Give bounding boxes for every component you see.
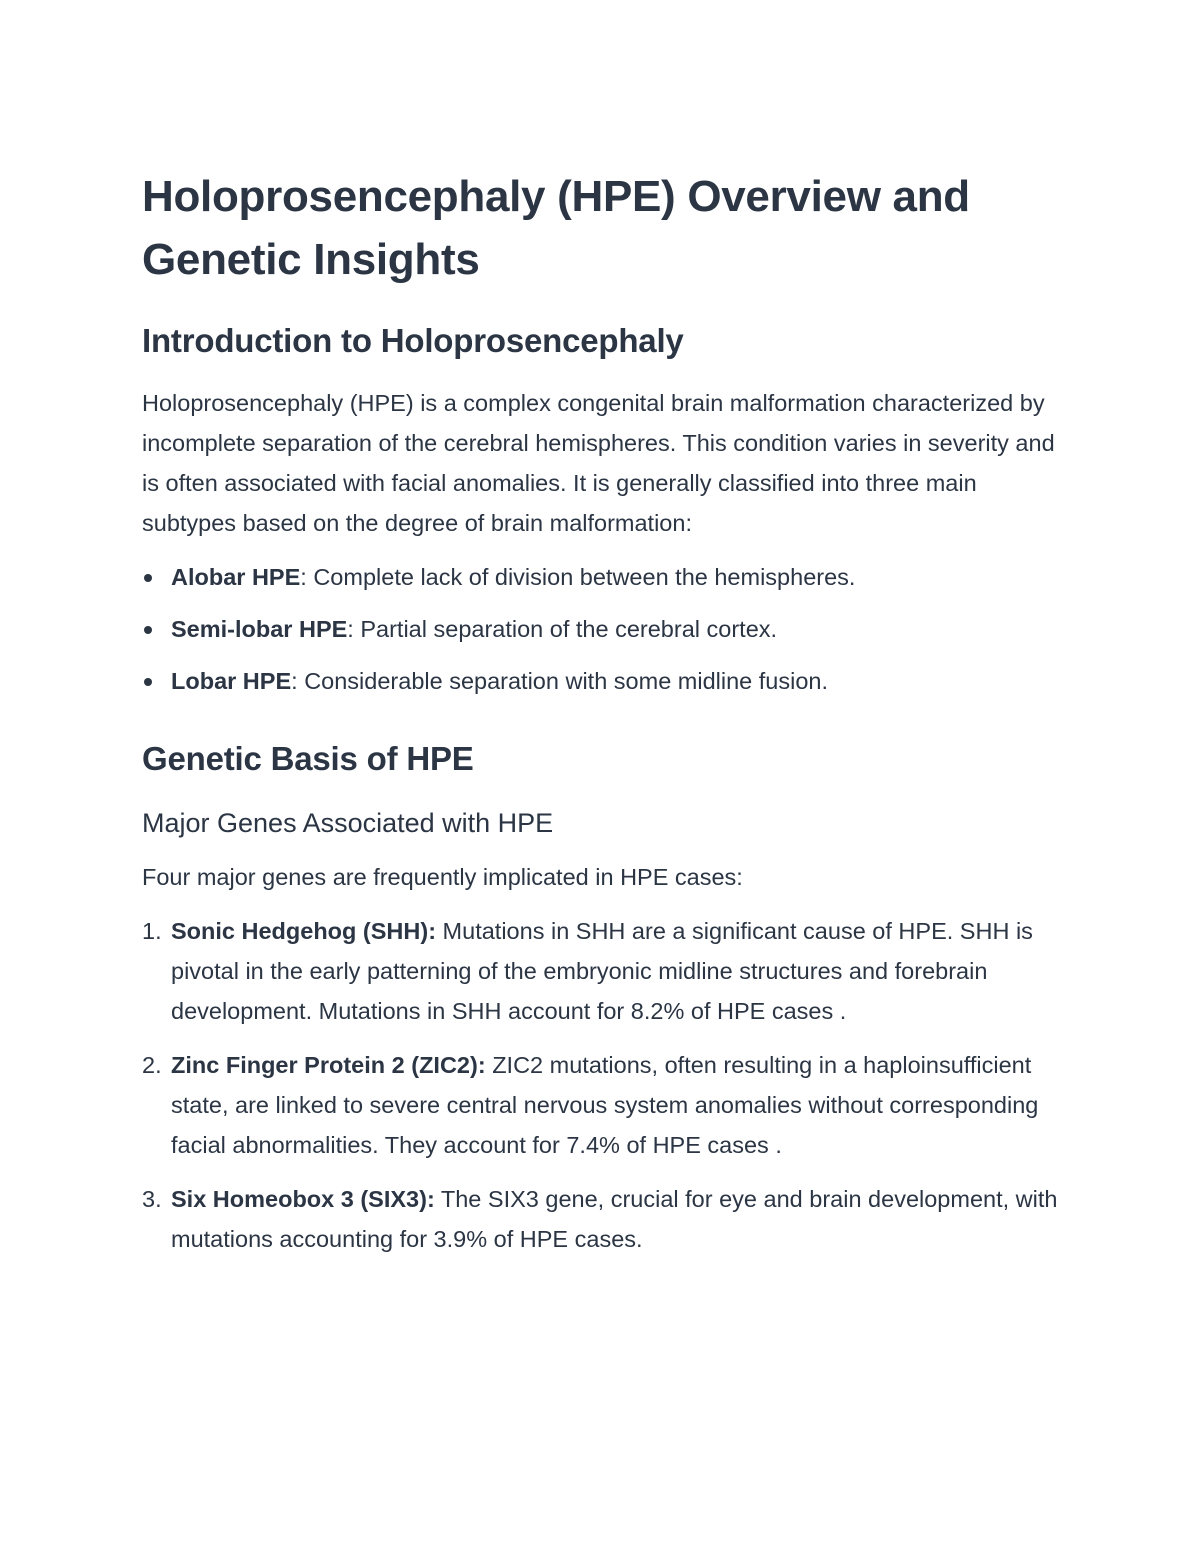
gene-text: Mutations in SHH are a significant cause of HPE. SHH is pivotal in the early patterning of the embryonic midline structures and forebrain development. Mutations in SHH account for 8.2% of HPE cases . [171, 918, 1033, 1024]
list-item [142, 661, 1072, 701]
intro-heading: Introduction to Holoprosencephaly [142, 322, 684, 359]
subtype-text: : Complete lack of division between the hemispheres. [300, 564, 856, 590]
list-item [142, 609, 1072, 649]
genes-subheading: Major Genes Associated with HPE [142, 808, 554, 838]
gene-term: Zinc Finger Protein 2 (ZIC2): [171, 1052, 486, 1078]
gene-text: The SIX3 gene, crucial for eye and brain development, with mutations accounting for 3.9% of HPE cases. [171, 1186, 1058, 1252]
list-number: 2. [142, 1052, 162, 1078]
intro-paragraph: Holoprosencephaly (HPE) is a complex congenital brain malformation characterized by incomplete separation of the cerebral hemispheres. This condition varies in severity and is often associated with facial anomalies. It is generally classified into three main subtypes based on the degree of brain malformation: [142, 390, 1055, 536]
gene-term: Six Homeobox 3 (SIX3): [171, 1186, 435, 1212]
bullet-icon [144, 678, 152, 686]
list-number: 1. [142, 918, 162, 944]
subtype-list [142, 557, 1072, 701]
list-number: 3. [142, 1186, 162, 1212]
gene-text: ZIC2 mutations, often resulting in a haploinsufficient state, are linked to severe central nervous system anomalies without corresponding facial abnormalities. They account for 7.4% of HPE cases . [171, 1052, 1039, 1158]
gene-list [142, 911, 1072, 1259]
genetics-heading: Genetic Basis of HPE [142, 740, 474, 777]
subtype-term: Semi-lobar HPE [171, 616, 348, 642]
genes-intro: Four major genes are frequently implicated in HPE cases: [142, 864, 743, 890]
page-title: Holoprosencephaly (HPE) Overview and Genetic Insights [142, 172, 970, 284]
document-page [142, 165, 1072, 1273]
bullet-icon [144, 626, 152, 634]
subtype-text: : Considerable separation with some midline fusion. [291, 668, 829, 694]
subtype-term: Alobar HPE [171, 564, 301, 590]
list-item [142, 557, 1072, 597]
list-item [142, 1179, 1072, 1259]
list-item [142, 911, 1072, 1031]
bullet-icon [144, 574, 152, 582]
list-item [142, 1045, 1072, 1165]
gene-term: Sonic Hedgehog (SHH): [171, 918, 437, 944]
subtype-text: : Partial separation of the cerebral cortex. [347, 616, 778, 642]
subtype-term: Lobar HPE [171, 668, 292, 694]
